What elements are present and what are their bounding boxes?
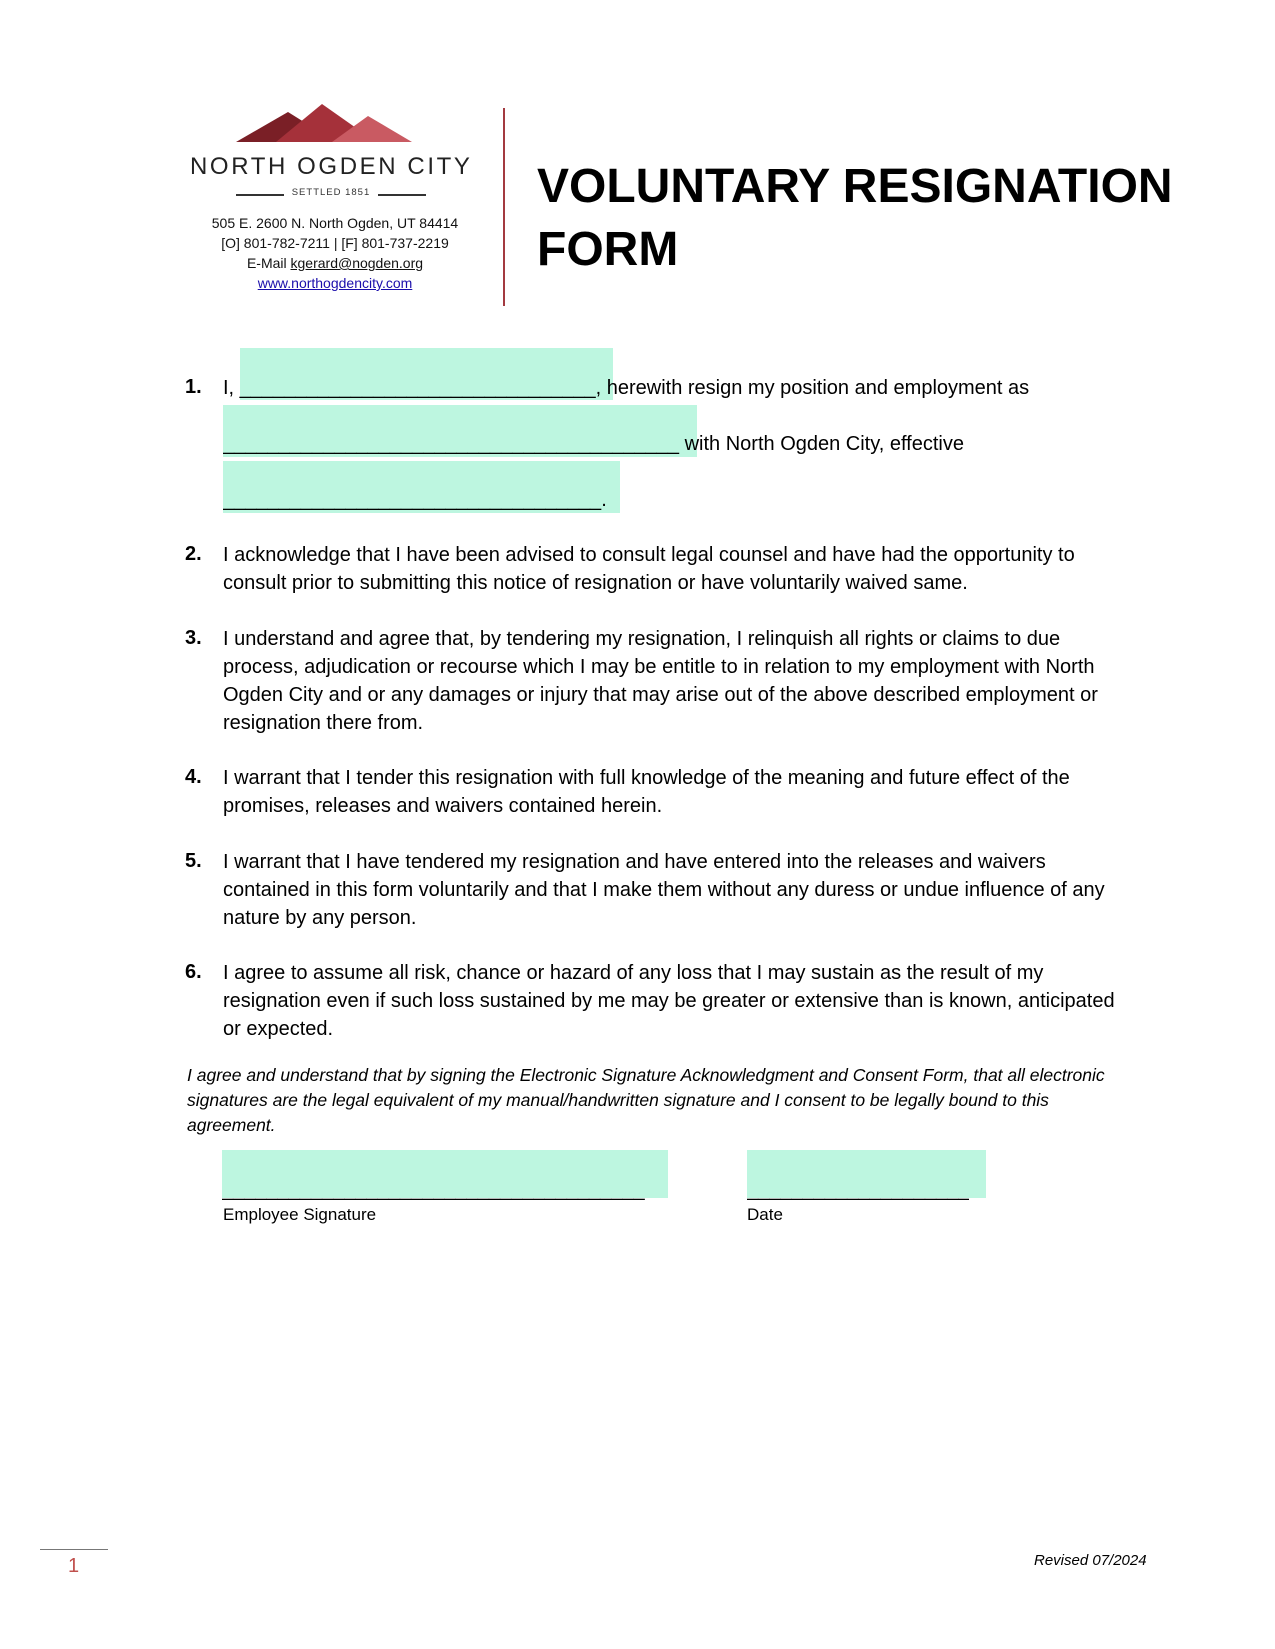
item-4-text: I warrant that I tender this resignation with full knowledge of the meaning and future effect of the promises, releases and waivers contained herein. (223, 767, 1070, 817)
website-line (180, 275, 490, 291)
date-line: ____________________ (747, 1179, 970, 1201)
settled-tagline (236, 187, 426, 201)
item-1-text-1: , herewith resign my position and employment as (595, 377, 1030, 399)
date-label: Date (747, 1205, 783, 1224)
item-1-line-1 (223, 374, 1029, 402)
name-blank: ________________________________ (239, 377, 596, 399)
position-blank: _________________________________________ (223, 433, 680, 455)
item-1-line-2 (223, 430, 964, 458)
item-6-text: I agree to assume all risk, chance or hazard of any loss that I may sustain as the result of my resignation even if such loss sustained by me may be greater or extensive than is known, anticipated or expected. (223, 962, 1115, 1040)
header-divider (503, 108, 505, 306)
title-line-1: VOLUNTARY RESIGNATION (537, 160, 1173, 213)
item-1-line-3 (223, 486, 607, 514)
item-6-number: 6. (185, 961, 202, 983)
rule-right (378, 194, 426, 196)
signature-line: ______________________________________ (222, 1179, 645, 1201)
item-5-number: 5. (185, 850, 202, 872)
item-4-number: 4. (185, 766, 202, 788)
revised-date: Revised 07/2024 (1034, 1552, 1147, 1569)
phone-fax: [O] 801-782-7211 | [F] 801-737-2219 (221, 235, 449, 251)
date-blank: __________________________________ (223, 489, 602, 511)
item-5-text: I warrant that I have tendered my resignation and have entered into the releases and waivers contained in this form voluntarily and that I make them without any duress or undue influence of any nature by any person. (223, 851, 1105, 929)
form-title (537, 155, 1173, 281)
org-name: NORTH OGDEN CITY (190, 153, 473, 180)
email-line (180, 255, 490, 271)
title-line-2: FORM (537, 223, 679, 276)
email-label: E-Mail (246, 255, 291, 271)
item-1-number: 1. (185, 376, 202, 398)
item-2-text: I acknowledge that I have been advised to consult legal counsel and have had the opportunity to consult prior to submitting this notice of resignation or have voluntarily waived same. (223, 544, 1075, 594)
page-number-rule (40, 1549, 108, 1550)
north-ogden-mountain-logo (236, 104, 426, 148)
consent-statement: I agree and understand that by signing the Electronic Signature Acknowledgment and Consent Form, that all electronic signatures are the legal equivalent of my manual/handwritten signature and I consent to be legally bound to this agreement. (187, 1065, 1105, 1135)
email-link[interactable]: kgerard@nogden.org (290, 255, 424, 271)
page-number: 1 (68, 1555, 80, 1577)
address: 505 E. 2600 N. North Ogden, UT 84414 (211, 215, 459, 231)
item-1-text-2: with North Ogden City, effective (679, 433, 964, 455)
item-3-text: I understand and agree that, by tendering my resignation, I relinquish all rights or claims to due process, adjudication or recourse which I may be entitle to in relation to my employment with North Ogden City and or any damages or injury that may arise out of the above described employment or resignation there from. (223, 628, 1098, 734)
item-2-number: 2. (185, 543, 202, 565)
settled-text: SETTLED 1851 (291, 187, 371, 198)
item-1-prefix: I, (223, 377, 240, 399)
item-1-end: . (601, 489, 607, 511)
signature-label: Employee Signature (223, 1205, 377, 1224)
website-link[interactable]: www.northogdencity.com (257, 275, 413, 291)
item-3-number: 3. (185, 627, 202, 649)
